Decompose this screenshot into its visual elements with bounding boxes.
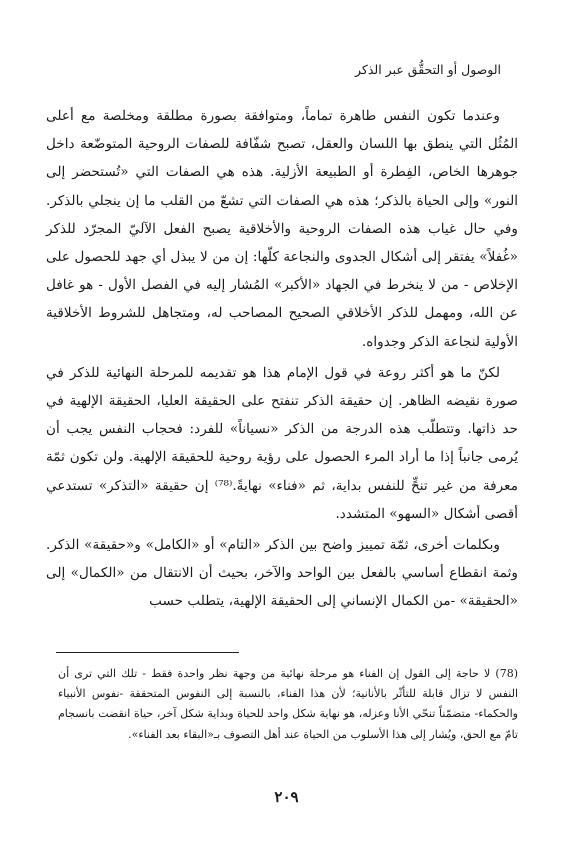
footnote-separator — [56, 652, 239, 653]
paragraph: وبكلمات أخرى، ثمّة تمييز واضح بين الذكر «التام» أو «الكامل» و«حقيقة» الذكر. وثمة انقطاع أساسي بالفعل بين الواحد والآخر، بحيث أن الانتقال من «الكمال» إلى «الحقيقة» -من الكمال الإنساني إلى الحقيقة الإلهية، يتطلب حسب — [46, 537, 518, 610]
paragraph: لكنّ ما هو أكثر روعة في قول الإمام هذا هو تقديمه للمرحلة النهائية للذكر في صورة نقيضه الظاهر. إن حقيقة الذكر تنفتح على الحقيقة العليا، الحقيقة الإلهية في حد ذاتها. وتتطلّب هذه الدرجة من الذكر «نسياناً» للفرد: فحجاب النفس يجب أن يُرمى جانباً إذا ما أراد المرء الحصول على رؤية روحية للحقيقة الإلهية. ولن تكون ثمّة معرفة من غير تنحٍّ للنفس بداية، ثم «فناء» نهايةً.⁽⁷⁸⁾ إن حقيقة «التذكر» تستدعي أقصى أشكال «السهو» المتشدد. — [46, 364, 518, 522]
main-text — [46, 102, 518, 616]
running-header: الوصول أو التحقُّق عبر الذكر — [355, 62, 501, 77]
page-number: ٢٠٩ — [274, 788, 299, 806]
paragraph: وعندما تكون النفس طاهرة تماماً، ومتوافقة بصورة مطلقة ومخلصة مع أعلى المُثُل التي ينطق بها اللسان والعقل، تصبح شفّافة للصفات الروحية المتوضّعة داخل جوهرها الخاص، الفِطرة أو الطبيعة الأزلية. هذه هي الصفات التي «تُستحضر إلى النور» وإلى الحياة بالذكر؛ هذه هي الصفات التي تشعّ من القلب ما إن ينجلي بالذكر. وفي حال غياب هذه الصفات الروحية والأخلاقية يصبح الفعل الآليّ المجرّد للذكر «غُفلاً» يفتقر إلى أشكال الجدوى والنجاعة كلّها: إن من لا يبذل أي جهد للحصول على الإخلاص - من لا ينخرط في الجهاد «الأكبر» المُشار إليه في الفصل الأول - هو غافل عن الله، ومهمل للذكر الأخلاقي الصحيح المصاحب له، ومتجاهل للشروط الأخلاقية الأولية لنجاعة الذكر وجدواه. — [46, 108, 518, 350]
footnotes — [58, 664, 518, 745]
footnote: (78) لا حاجة إلى القول إن الفناء هو مرحلة نهائية من وجهة نظر واحدة فقط - تلك التي ترى أن النفس لا تزال قابلة للتأثّر بالأنانية؛ لأن هذا الفناء، بالنسبة إلى النفوس المتحققة -نفوس الأنبياء والحكماء- متضمّناً تنحّي الأنا وعزله، هو نهاية شكل واحد للحياة وبداية شكل آخر، حياة انقضت بانسجام تامّ مع الحق، ويُشار إلى هذا الأسلوب من الحياة عند أهل التصوف بـ«البقاء بعد الفناء». — [58, 667, 518, 741]
